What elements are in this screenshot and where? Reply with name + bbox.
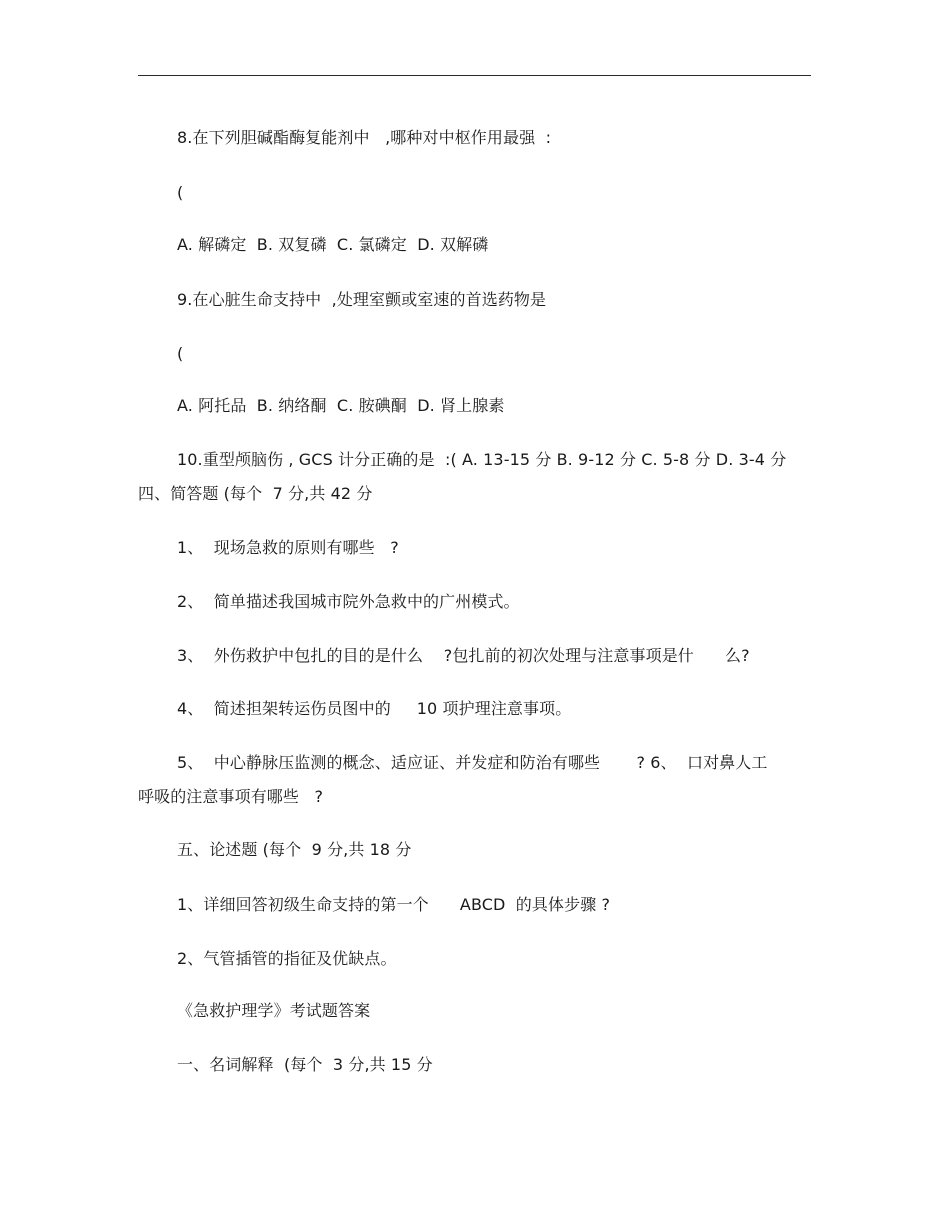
answer-section-1-heading: 一、名词解释 (每个 3 分,共 15 分 [177,1055,433,1074]
essay-question-2: 2、气管插管的指征及优缺点。 [177,949,397,968]
short-answer-6-continuation: 呼吸的注意事项有哪些 ? [138,787,324,806]
essay-question-1: 1、详细回答初级生命支持的第一个 ABCD 的具体步骤 ? [177,895,611,914]
short-answer-4: 4、 简述担架转运伤员图中的 10 项护理注意事项。 [177,699,572,718]
section-5-heading: 五、论述题 (每个 9 分,共 18 分 [177,840,412,859]
question-8-answer-paren: ( [177,183,184,202]
question-8: 8.在下列胆碱酯酶复能剂中 ,哪种对中枢作用最强 : [177,128,552,147]
question-9-options: A. 阿托品 B. 纳络酮 C. 胺碘酮 D. 肾上腺素 [177,396,505,415]
short-answer-3: 3、 外伤救护中包扎的目的是什么 ?包扎前的初次处理与注意事项是什 么? [177,646,750,665]
short-answer-5: 5、 中心静脉压监测的概念、适应证、并发症和防治有哪些 ? 6、 口对鼻人工 [177,753,768,772]
answer-key-title: 《急救护理学》考试题答案 [177,1001,371,1020]
question-9-answer-paren: ( [177,344,184,363]
short-answer-2: 2、 简单描述我国城市院外急救中的广州模式。 [177,592,520,611]
short-answer-1: 1、 现场急救的原则有哪些 ? [177,538,399,557]
question-10: 10.重型颅脑伤 , GCS 计分正确的是 :( A. 13-15 分 B. 9-12 分 C. 5-8 分 D. 3-4 分 [177,450,787,469]
section-4-heading: 四、简答题 (每个 7 分,共 42 分 [138,484,373,503]
header-rule [138,75,811,76]
question-9: 9.在心脏生命支持中 ,处理室颤或室速的首选药物是 [177,290,547,309]
question-8-options: A. 解磷定 B. 双复磷 C. 氯磷定 D. 双解磷 [177,235,489,254]
